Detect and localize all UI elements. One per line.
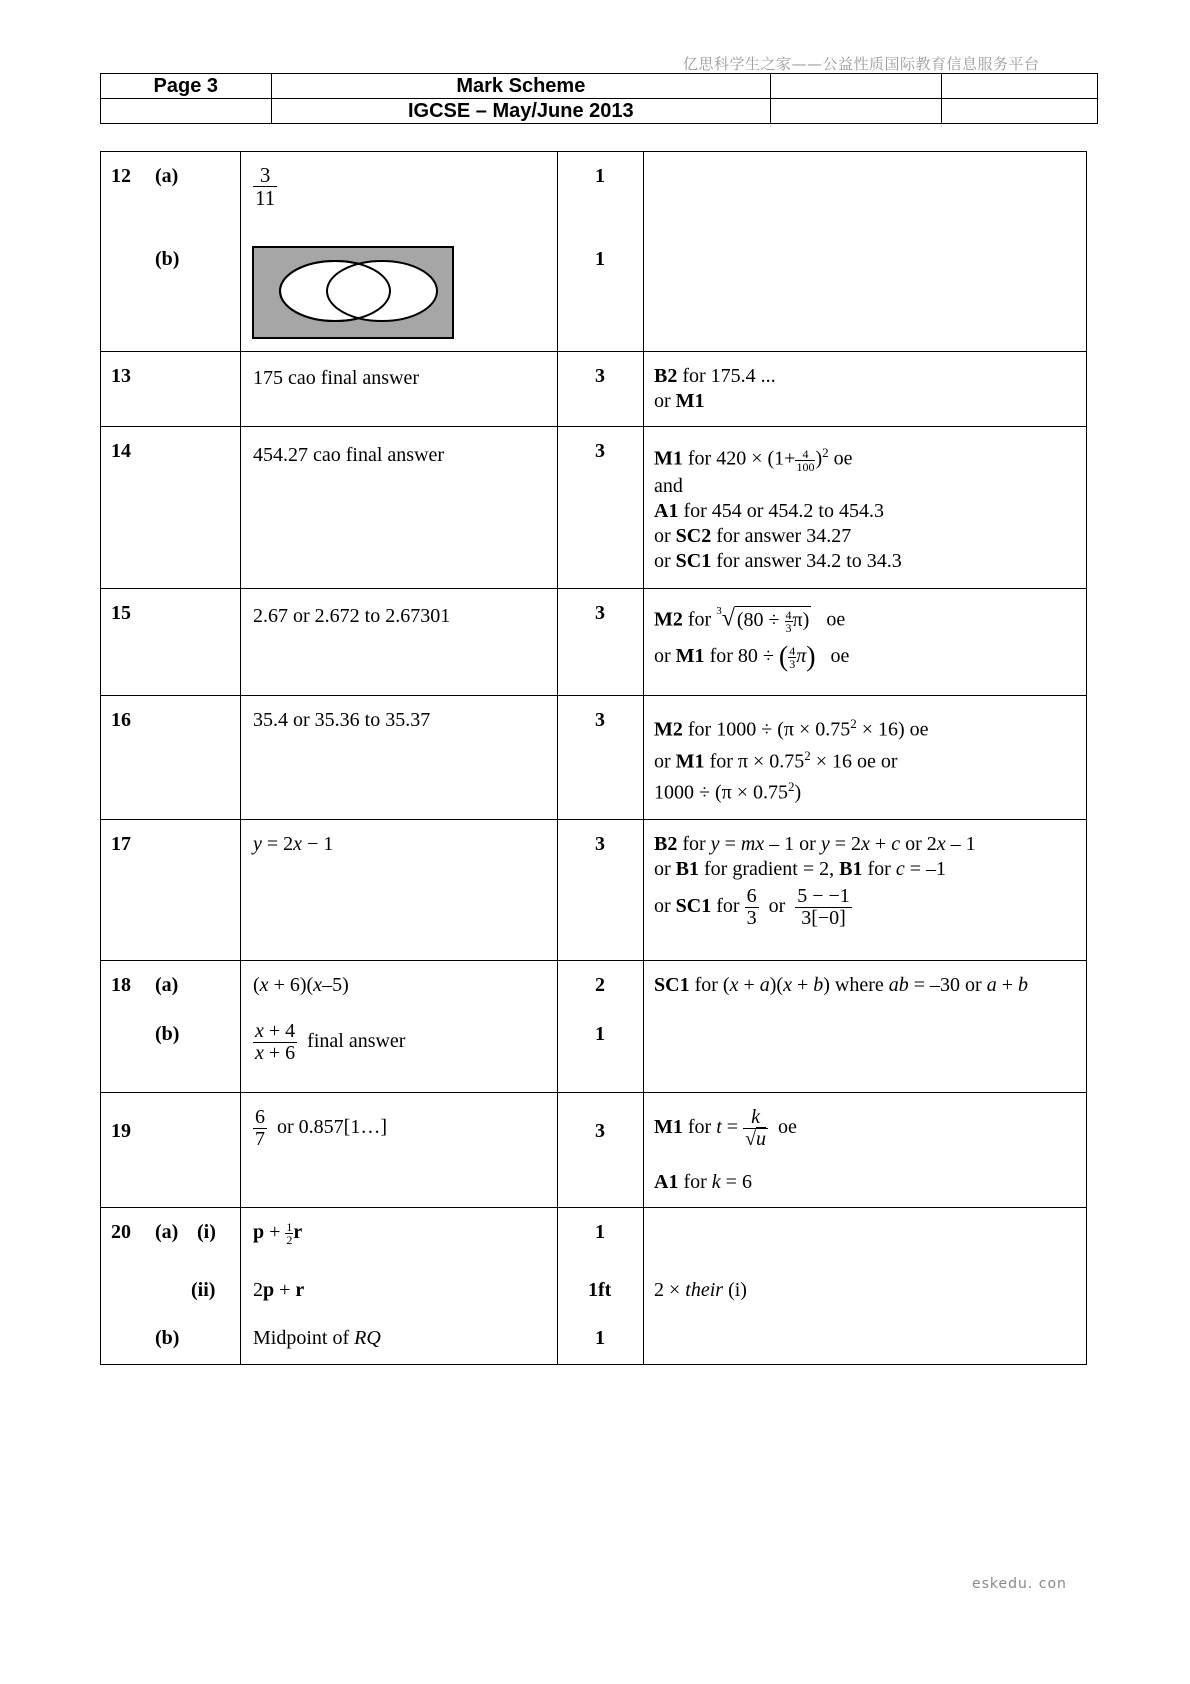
table-row [101, 427, 1087, 589]
mark-code: B2 [654, 833, 678, 855]
guidance-text: for [711, 895, 745, 918]
mark-code: B1 [839, 858, 863, 880]
mark: 1 [595, 1327, 605, 1349]
answer-text: + 6)( [268, 974, 314, 996]
answer [253, 1107, 387, 1150]
variable: k [711, 1171, 721, 1193]
mark: 3 [595, 709, 605, 731]
guidance-text: = [719, 833, 741, 855]
guidance-text: 2 × [654, 1279, 686, 1301]
question-number: 18 [111, 974, 131, 996]
mark: 2 [595, 974, 605, 996]
answer: 2.67 or 2.672 to 2.67301 [253, 605, 451, 627]
answer: 35.4 or 35.36 to 35.37 [253, 709, 431, 731]
variable: x [729, 974, 739, 996]
fraction-numerator: 6 [255, 1106, 265, 1128]
header-blank-4 [771, 99, 941, 124]
guidance-line [654, 1170, 752, 1194]
vector: p [263, 1279, 275, 1301]
mark-code: B1 [675, 858, 700, 880]
answer [253, 1021, 405, 1064]
variable: x [293, 833, 303, 855]
variable: x [936, 833, 946, 855]
guidance-line [654, 1107, 797, 1150]
guidance-text: for 454 or 454.2 to 454.3 [678, 500, 884, 522]
answer [253, 1326, 381, 1350]
variable: c [891, 833, 901, 855]
mark-code: M1 [675, 390, 705, 412]
bracket: ) [806, 641, 816, 673]
guidance-text: or [768, 895, 786, 918]
mark: 1 [595, 248, 605, 270]
part-label: (a) [155, 974, 179, 996]
variable: ab [888, 974, 909, 996]
part-label: (a) [155, 1221, 179, 1243]
variable: y [253, 833, 262, 855]
mark: 3 [595, 1120, 605, 1142]
variable: x [255, 1042, 264, 1064]
guidance-text: oe [826, 608, 846, 631]
pi-symbol: π [792, 608, 803, 631]
fraction-numerator: 5 − −1 [797, 885, 850, 907]
subpart-label: (i) [197, 1221, 216, 1243]
guidance-text: or [654, 525, 676, 547]
fraction-denominator: 3[−0] [801, 907, 846, 929]
guidance-text: – 1 [945, 833, 976, 855]
fraction-denominator: 2 [286, 1232, 293, 1247]
answer-text: final answer [307, 1030, 406, 1053]
table-row [101, 589, 1087, 696]
variable: y [710, 833, 720, 855]
header-subtitle: IGCSE – May/June 2013 [271, 99, 771, 124]
mark-code: M1 [654, 1116, 683, 1139]
guidance-text: × 16 oe or [810, 750, 898, 773]
superscript: 2 [788, 779, 795, 794]
guidance-text: or [654, 645, 676, 667]
guidance-line [654, 832, 976, 856]
answer [253, 973, 349, 997]
guidance-line [654, 524, 851, 548]
guidance-text: ) [802, 608, 810, 631]
variable: t [716, 1116, 722, 1139]
guidance-line [654, 973, 1028, 997]
mark: 1 [595, 165, 605, 187]
part-label: (b) [155, 1327, 180, 1349]
superscript: 2 [850, 716, 857, 731]
table-row [101, 696, 1087, 820]
mark: 3 [595, 365, 605, 387]
variable: c [895, 858, 905, 880]
radical-sign-icon: √ [745, 1128, 757, 1150]
guidance-text: = –1 [904, 858, 946, 880]
mark-code: A1 [654, 500, 679, 522]
part-label: (b) [155, 248, 180, 270]
guidance-text: ) [815, 447, 823, 470]
guidance-text: for gradient = 2, [699, 858, 840, 880]
guidance-line [654, 641, 850, 673]
question-number: 16 [111, 709, 131, 731]
answer [253, 832, 333, 856]
radicand [735, 606, 811, 634]
guidance-text: or 2 [900, 833, 937, 855]
subpart-label: (ii) [191, 1279, 216, 1301]
guidance-text: = [721, 1116, 744, 1139]
venn-diagram [252, 246, 454, 340]
guidance-line [654, 857, 946, 881]
footer-url: eskedu. con [972, 1576, 1067, 1592]
guidance-text: for 420 × (1+ [682, 447, 796, 470]
header-table [100, 73, 1098, 124]
answer-text: + [274, 1279, 296, 1301]
variable: a [986, 974, 997, 996]
question-number: 13 [111, 365, 131, 387]
guidance-text: or [654, 858, 676, 880]
header-blank-2 [941, 74, 1097, 99]
answer-text: –5) [322, 974, 349, 996]
question-number: 15 [111, 602, 131, 624]
mark-code: M1 [675, 645, 705, 667]
fraction-denominator: 7 [255, 1128, 265, 1150]
guidance-text: or [654, 750, 676, 773]
guidance-line [654, 549, 902, 573]
fraction-numerator: 1 [286, 1219, 293, 1234]
answer [253, 164, 277, 209]
guidance-text: for answer 34.2 to 34.3 [711, 550, 902, 572]
variable: b [813, 974, 824, 996]
guidance-text: ) where [823, 974, 889, 996]
vector: r [295, 1279, 305, 1301]
header-blank-5 [941, 99, 1097, 124]
answer-text: + [264, 1221, 286, 1243]
variable: x [783, 974, 792, 996]
guidance-text: for [677, 833, 711, 855]
mark: 3 [595, 440, 605, 462]
variable: x [313, 974, 323, 996]
fraction-denominator: 3 [789, 656, 796, 671]
guidance-text: oe [828, 447, 853, 470]
table-row [101, 1093, 1087, 1208]
question-number: 17 [111, 833, 131, 855]
answer [253, 1278, 304, 1302]
guidance-line [654, 389, 705, 413]
guidance-text: + [996, 974, 1018, 996]
part-label: (b) [155, 1023, 180, 1045]
fraction-numerator: 4 [789, 643, 796, 658]
fraction-numerator: 4 [785, 607, 792, 622]
mark-code: SC2 [675, 525, 712, 547]
fraction-numerator: 3 [253, 164, 277, 187]
variable: x [259, 974, 269, 996]
guidance-text: )( [769, 974, 784, 996]
guidance-text: or [654, 390, 676, 412]
question-number: 19 [111, 1120, 131, 1142]
guidance-line [654, 499, 884, 523]
fraction-numerator: 4 [795, 448, 815, 461]
table-row [101, 152, 1087, 352]
mark-code: M2 [654, 608, 683, 631]
vector: p [253, 1221, 265, 1243]
guidance [644, 152, 1087, 352]
guidance-text: for π × 0.75 [704, 750, 805, 773]
answer-text: ( [253, 974, 260, 996]
answer: 175 cao final answer [253, 367, 420, 389]
variable: x [861, 833, 870, 855]
answer: 454.27 cao final answer [253, 444, 445, 466]
guidance-text: = –30 or [908, 974, 987, 996]
mark-code: M1 [675, 750, 705, 773]
mark-scheme-table [100, 151, 1087, 1365]
guidance-line [654, 1278, 747, 1302]
guidance-text: – 1 or [764, 833, 821, 855]
guidance-line [654, 775, 801, 805]
table-row [101, 961, 1087, 1093]
answer-text: 2 [253, 1279, 263, 1301]
venn-set-b [327, 261, 437, 321]
guidance-text: their [685, 1279, 724, 1301]
table-row [101, 1208, 1087, 1365]
fraction-denominator: + 6 [263, 1042, 296, 1064]
root-index: 3 [716, 605, 722, 617]
answer-text: = 2 [261, 833, 294, 855]
guidance-text: for [682, 608, 717, 631]
guidance-text: for 175.4 ... [677, 365, 776, 387]
guidance-text: for [862, 858, 896, 880]
fraction-numerator: + 4 [263, 1020, 296, 1042]
variable: RQ [354, 1327, 381, 1349]
fraction-numerator: k [743, 1107, 768, 1129]
table-row [101, 352, 1087, 427]
fraction-denominator: u [756, 1128, 767, 1150]
question-number: 14 [111, 440, 131, 462]
guidance-text: (i) [723, 1279, 747, 1301]
mark-code: M1 [654, 447, 683, 470]
superscript: 2 [804, 748, 811, 763]
part-label: (a) [155, 165, 179, 187]
guidance-text: × 16) oe [856, 718, 929, 741]
table-row [101, 820, 1087, 961]
variable: mx [740, 833, 765, 855]
header-blank-3 [101, 99, 272, 124]
guidance-text: + [869, 833, 892, 855]
guidance-line: and [654, 475, 683, 497]
guidance-text: oe [778, 1116, 797, 1139]
guidance-text: ) [794, 781, 802, 804]
mark: 3 [595, 602, 605, 624]
guidance-text: = 6 [720, 1171, 752, 1193]
fraction-denominator: 100 [796, 459, 815, 474]
guidance-text: for 80 ÷ [704, 645, 779, 667]
guidance-line [654, 603, 845, 634]
header-blank-1 [771, 74, 941, 99]
variable: x [255, 1020, 264, 1042]
bracket: ( [778, 641, 789, 673]
guidance-text: or [654, 895, 676, 918]
guidance-text: + [791, 974, 814, 996]
guidance-text: 1000 ÷ (π × 0.75 [654, 781, 789, 804]
pi-symbol: π [796, 645, 807, 667]
guidance-text: oe [830, 645, 850, 667]
guidance-line [654, 364, 776, 388]
guidance-line [654, 886, 852, 929]
guidance-line [654, 712, 929, 742]
variable: y [820, 833, 830, 855]
mark: 3 [595, 833, 605, 855]
guidance-text: for 1000 ÷ (π × 0.75 [682, 718, 851, 741]
answer-text: or 0.857[1…] [277, 1116, 387, 1139]
mark-code: SC1 [675, 895, 712, 918]
guidance-text: for answer 34.27 [711, 525, 852, 547]
header-title: Mark Scheme [271, 74, 771, 99]
mark-code: M2 [654, 718, 683, 741]
mark: 1ft [588, 1279, 612, 1301]
guidance-text: for [678, 1171, 712, 1193]
vector: r [293, 1221, 303, 1243]
fraction-denominator: 3 [746, 907, 757, 929]
mark-code: SC1 [654, 974, 690, 996]
mark-code: SC1 [675, 550, 712, 572]
guidance-text: = 2 [829, 833, 862, 855]
fraction-denominator: 11 [255, 186, 276, 211]
guidance-text: for [682, 1116, 717, 1139]
mark-code: A1 [654, 1171, 679, 1193]
radical-sign-icon: √ [721, 605, 735, 632]
guidance-line [654, 441, 853, 473]
fraction-denominator: 3 [785, 620, 792, 635]
mark: 1 [595, 1221, 605, 1243]
mark-code: B2 [654, 365, 678, 387]
guidance-line [654, 744, 898, 774]
answer [253, 1220, 302, 1246]
variable: a [759, 974, 770, 996]
question-number: 12 [111, 165, 131, 187]
guidance-text: + [738, 974, 760, 996]
guidance-text: for ( [689, 974, 730, 996]
superscript: 2 [822, 445, 829, 460]
page-number: Page 3 [101, 74, 272, 99]
fraction-numerator: 6 [746, 885, 757, 907]
watermark: 亿思科学生之家——公益性质国际教育信息服务平台 [683, 55, 1040, 73]
question-number: 20 [111, 1221, 131, 1243]
answer-text: − 1 [302, 833, 334, 855]
variable: b [1018, 974, 1028, 996]
mark: 1 [595, 1023, 605, 1045]
guidance-text: or [654, 550, 676, 572]
answer-text: Midpoint of [253, 1327, 355, 1349]
guidance-text: (80 ÷ [736, 608, 785, 631]
